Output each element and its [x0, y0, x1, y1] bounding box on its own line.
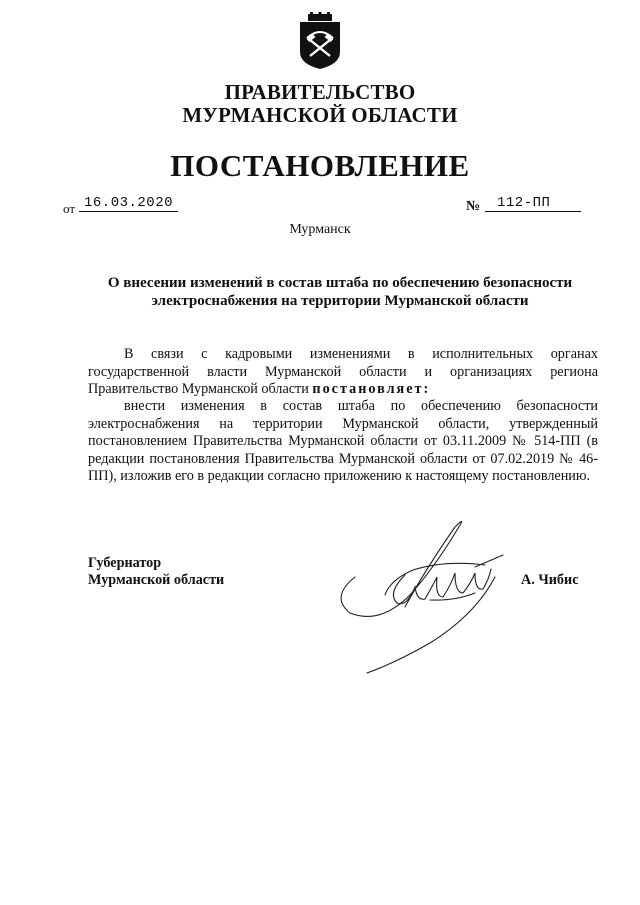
signer-name: А. Чибис: [521, 572, 579, 588]
paragraph-1-text: В связи с кадровыми изменениями в исполнительных органах государственной власти Мурманской области и организациях региона Правительство Мурманской области: [88, 346, 598, 397]
coat-of-arms-icon: [297, 12, 343, 70]
signer-position-line-2: Мурманской области: [88, 572, 225, 588]
document-title: [90, 274, 590, 310]
document-date: 16.03.2020: [79, 195, 178, 212]
date-label: от: [63, 201, 76, 216]
paragraph-1: [88, 346, 598, 399]
document-type: ПОСТАНОВЛЕНИЕ: [170, 148, 470, 183]
paragraph-1-end: :: [423, 381, 431, 397]
document-number: 112-ПП: [485, 195, 581, 212]
handwritten-signature: [325, 515, 535, 675]
signer-position-line-1: Губернатор: [88, 555, 162, 571]
title-line-2: электроснабжения на территории Мурманской области: [151, 293, 529, 309]
organization-line-2: МУРМАНСКОЙ ОБЛАСТИ: [182, 103, 458, 127]
paragraph-2: внести изменения в состав штаба по обеспечению безопасности электроснабжения на территории Мурманской области, утвержденный постановлением Правительства Мурманской области от 03.11.2009 № 514-ПП (в редакции постановления Правительства Мурманской области от 07.02.2019 № 46-ПП), изложив его в редакции согласно приложению к настоящему постановлению.: [88, 398, 598, 484]
number-label: №: [466, 199, 481, 214]
city: Мурманск: [289, 222, 351, 237]
signer-position: [88, 555, 224, 589]
title-line-1: О внесении изменений в состав штаба по обеспечению безопасности: [107, 275, 573, 291]
paragraph-1-emphasis: постановляет: [312, 381, 424, 397]
organization-line-1: ПРАВИТЕЛЬСТВО: [224, 80, 416, 104]
